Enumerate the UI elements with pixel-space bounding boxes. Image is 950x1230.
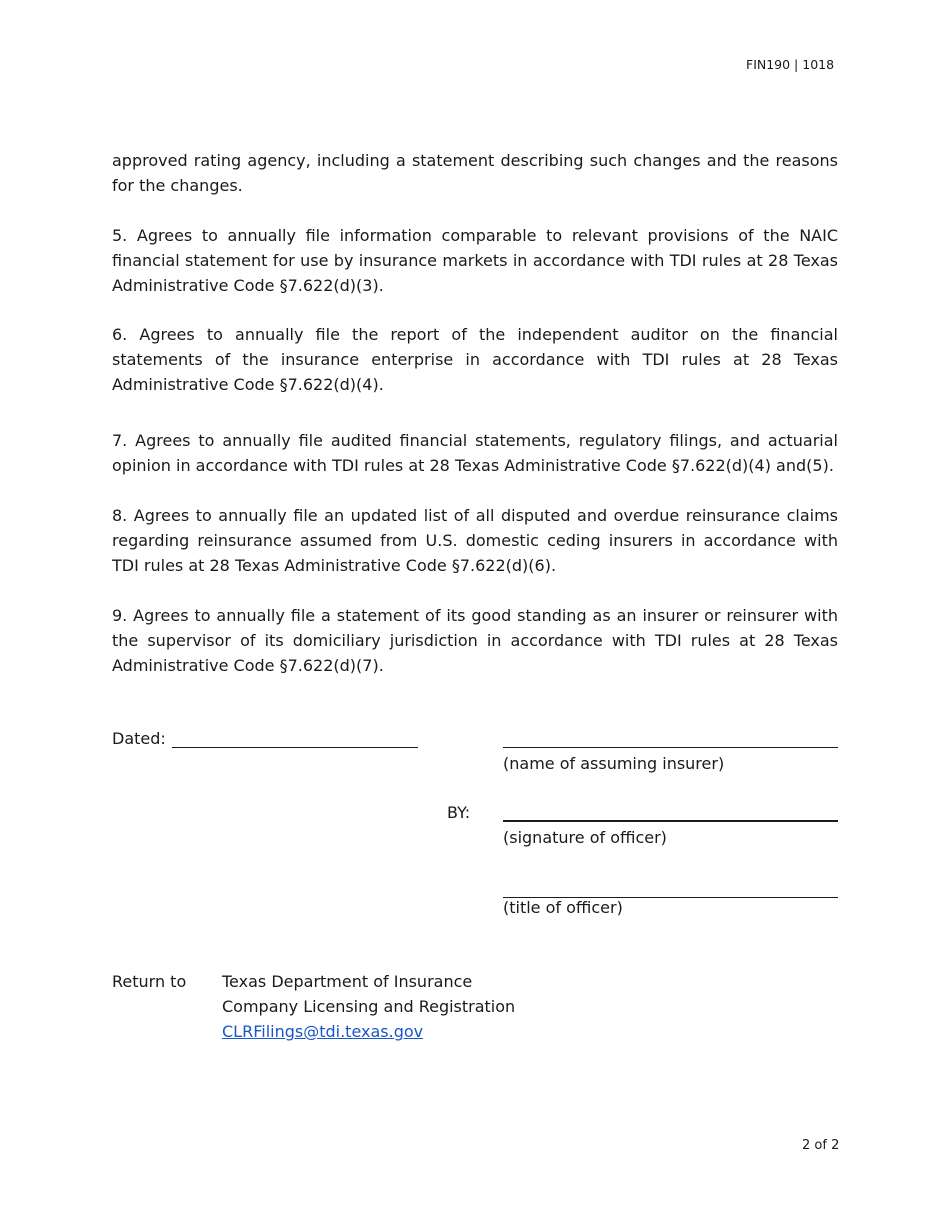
return-to-label: Return to	[112, 972, 187, 991]
return-to-email-link[interactable]: CLRFilings@tdi.texas.gov	[222, 1022, 424, 1041]
return-to-department: Texas Department of Insurance	[222, 972, 473, 991]
form-code: FIN190 | 1018	[746, 57, 835, 72]
dated-label: Dated:	[112, 729, 166, 748]
paragraph-item-9: 9. Agrees to annually file a statement of its good standing as an insurer or reinsurer with the supervisor of its domiciliary jurisdiction in accordance with TDI rules at 28 Texas Administrative Code §7.622(d)(7).	[112, 606, 838, 675]
by-label: BY:	[447, 803, 471, 822]
paragraph-item-8: 8. Agrees to annually file an updated list of all disputed and overdue reinsurance claims regarding reinsurance assumed from U.S. domestic ceding insurers in accordance with TDI rules at 28 Texas Administrative Code §7.622(d)(6).	[112, 506, 838, 575]
paragraph-item-5: 5. Agrees to annually file information comparable to relevant provisions of the NAIC financial statement for use by insurance markets in accordance with TDI rules at 28 Texas Administrative Code §7.622(d)(3).	[112, 226, 838, 295]
paragraph-item-7: 7. Agrees to annually file audited financial statements, regulatory filings, and actuarial opinion in accordance with TDI rules at 28 Texas Administrative Code §7.622(d)(4) and(5).	[112, 431, 838, 475]
return-to-division: Company Licensing and Registration	[222, 997, 516, 1016]
insurer-name-line[interactable]	[503, 747, 838, 748]
officer-signature-line[interactable]	[503, 820, 838, 822]
paragraph-continuation: approved rating agency, including a statement describing such changes and the reasons for the changes.	[112, 151, 838, 195]
page-number: 2 of 2	[802, 1138, 840, 1153]
paragraph-item-6: 6. Agrees to annually file the report of the independent auditor on the financial statements of the insurance enterprise in accordance with TDI rules at 28 Texas Administrative Code §7.622(d)(4).	[112, 325, 838, 394]
insurer-name-caption: (name of assuming insurer)	[503, 754, 725, 773]
officer-signature-caption: (signature of officer)	[503, 828, 667, 847]
dated-line[interactable]	[172, 747, 418, 748]
officer-title-caption: (title of officer)	[503, 898, 623, 917]
